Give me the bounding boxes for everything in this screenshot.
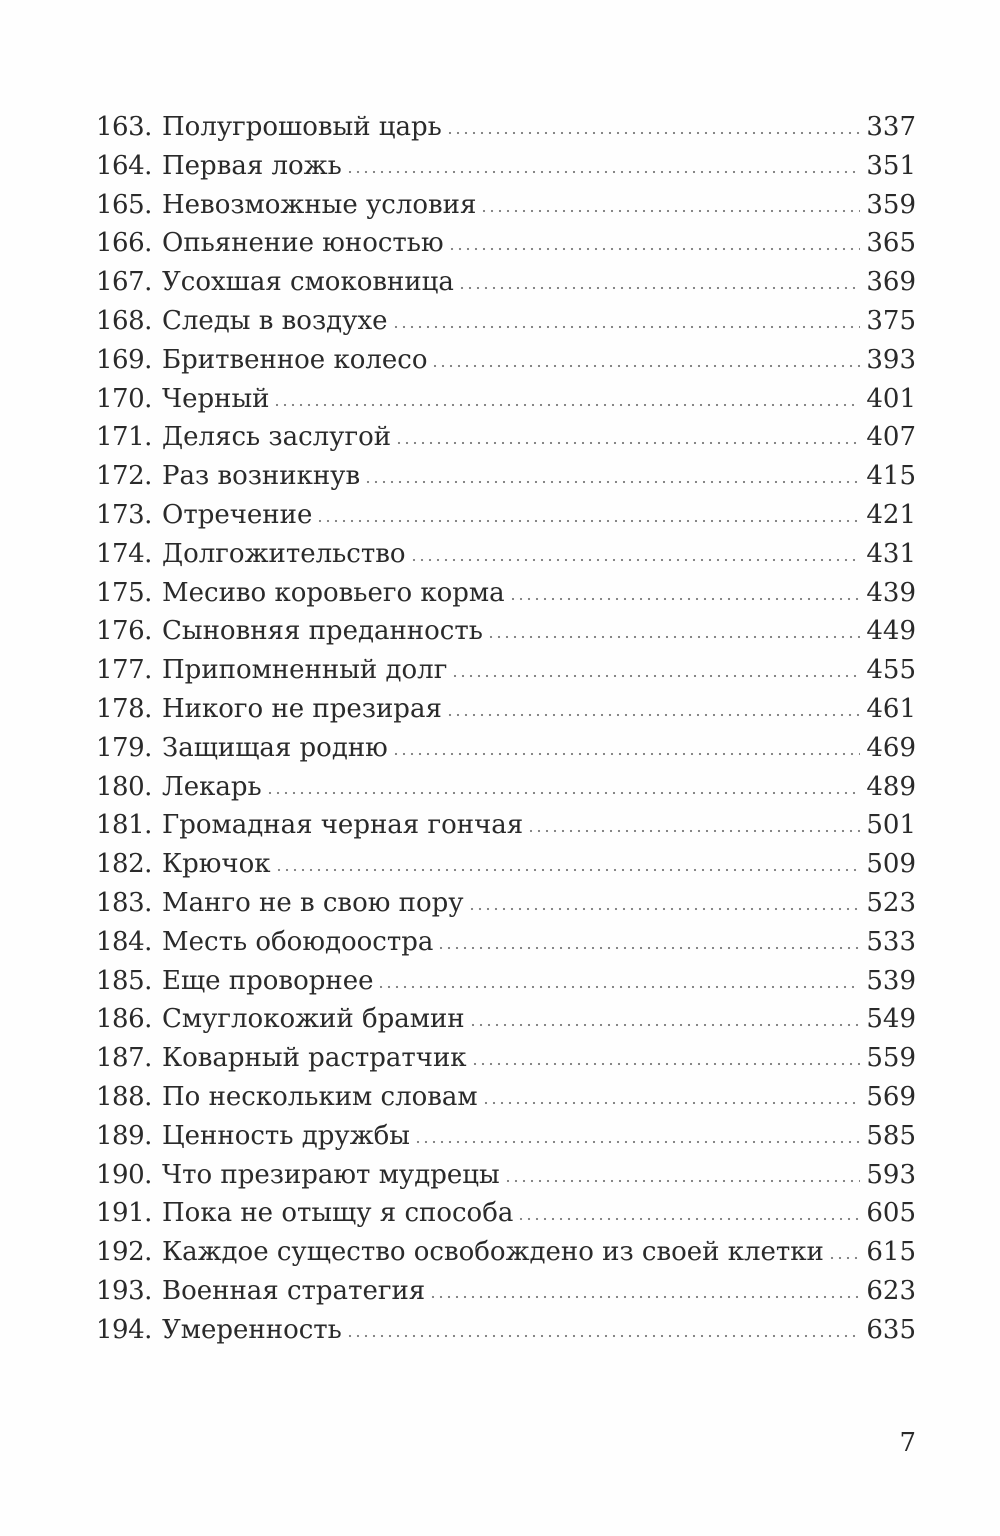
toc-entry-page: 455 <box>866 655 916 686</box>
dot-leader <box>429 1295 860 1299</box>
toc-entry <box>96 457 916 496</box>
toc-entry <box>96 1311 916 1350</box>
dot-leader <box>346 1334 861 1338</box>
toc-entry-page: 549 <box>866 1004 916 1035</box>
toc-entry-page: 489 <box>866 771 916 802</box>
toc-entry-page: 407 <box>866 422 916 453</box>
toc-entry-number: 163. <box>96 112 152 142</box>
toc-entry-title: Никого не презирая <box>162 693 442 724</box>
toc-entry <box>96 612 916 651</box>
toc-entry <box>96 729 916 768</box>
dot-leader <box>451 674 860 678</box>
toc-entry <box>96 651 916 690</box>
toc-entry-page: 635 <box>866 1314 916 1345</box>
toc-entry-page: 533 <box>866 926 916 957</box>
toc-entry <box>96 1000 916 1039</box>
toc-entry <box>96 768 916 807</box>
toc-entry-page: 585 <box>866 1120 916 1151</box>
toc-entry <box>96 923 916 962</box>
toc-entry-number: 169. <box>96 344 152 375</box>
toc-entry-number: 184. <box>96 926 152 957</box>
toc-entry-title: Месиво коровьего корма <box>162 577 505 608</box>
dot-leader <box>504 1179 861 1183</box>
toc-entry-number: 164. <box>96 150 152 181</box>
toc-entry-title: Пока не отыщу я способа <box>162 1198 514 1229</box>
dot-leader <box>273 403 860 407</box>
dot-leader <box>431 364 860 368</box>
toc-entry <box>96 1117 916 1156</box>
toc-entry-page: 375 <box>866 305 916 336</box>
toc-entry-title: Бритвенное колесо <box>162 344 428 375</box>
toc-entry-number: 174. <box>96 538 152 569</box>
toc-entry-number: 185. <box>96 965 152 996</box>
toc-entry <box>96 962 916 1001</box>
toc-entry <box>96 574 916 613</box>
toc-entry-number: 178. <box>96 693 152 724</box>
toc-entry-number: 181. <box>96 810 152 841</box>
toc-entry-number: 167. <box>96 267 152 298</box>
toc-entry <box>96 380 916 419</box>
toc-entry-title: Делясь заслугой <box>162 422 392 453</box>
toc-entry <box>96 224 916 263</box>
dot-leader <box>446 131 861 135</box>
dot-leader <box>410 558 861 562</box>
dot-leader <box>275 868 861 872</box>
dot-leader <box>480 209 860 213</box>
toc-entry-title: Лекарь <box>162 771 262 802</box>
toc-entry-number: 173. <box>96 499 152 530</box>
toc-entry <box>96 263 916 302</box>
toc-entry <box>96 341 916 380</box>
toc-entry-title: Следы в воздухе <box>162 305 388 336</box>
dot-leader <box>517 1217 860 1221</box>
dot-leader <box>469 1023 861 1027</box>
toc-entry-page: 593 <box>866 1159 916 1190</box>
toc-entry-number: 188. <box>96 1081 152 1112</box>
toc-entry <box>96 690 916 729</box>
toc-entry-number: 186. <box>96 1004 152 1035</box>
toc-entry-page: 401 <box>866 383 916 414</box>
toc-entry-number: 171. <box>96 422 152 453</box>
toc-entry-title: Полугрошовый царь <box>162 112 442 142</box>
toc-entry-title: Умеренность <box>162 1314 342 1345</box>
dot-leader <box>392 752 861 756</box>
toc-entry <box>96 147 916 186</box>
dot-leader <box>509 597 861 601</box>
dot-leader <box>468 907 861 911</box>
toc-entry-page: 469 <box>866 732 916 763</box>
toc-entry-title: Припомненный долг <box>162 655 448 686</box>
toc-entry-title: Военная стратегия <box>162 1275 426 1306</box>
table-of-contents <box>96 108 916 1350</box>
toc-entry-title: Долгожительство <box>162 538 406 569</box>
toc-entry <box>96 806 916 845</box>
toc-entry-number: 189. <box>96 1120 152 1151</box>
dot-leader <box>446 713 861 717</box>
toc-entry <box>96 1272 916 1311</box>
toc-entry-title: Невозможные условия <box>162 189 477 220</box>
toc-entry-number: 191. <box>96 1198 152 1229</box>
toc-entry-title: Манго не в свою пору <box>162 887 464 918</box>
toc-entry <box>96 1194 916 1233</box>
toc-entry-page: 523 <box>866 887 916 918</box>
toc-entry-page: 359 <box>866 189 916 220</box>
toc-entry-title: Раз возникнув <box>162 461 361 492</box>
toc-entry <box>96 1078 916 1117</box>
toc-entry-number: 177. <box>96 655 152 686</box>
toc-entry <box>96 1156 916 1195</box>
toc-entry-title: По нескольким словам <box>162 1081 478 1112</box>
toc-entry <box>96 302 916 341</box>
toc-entry-title: Усохшая смоковница <box>162 267 454 298</box>
toc-entry-page: 439 <box>866 577 916 608</box>
dot-leader <box>458 286 860 290</box>
page-number: 7 <box>899 1428 916 1458</box>
toc-entry <box>96 1039 916 1078</box>
toc-entry-title: Каждое существо освобождено из своей клетки <box>162 1237 824 1268</box>
toc-entry-title: Черный <box>162 383 270 414</box>
toc-entry-title: Месть обоюдоостра <box>162 926 434 957</box>
toc-entry-number: 192. <box>96 1237 152 1268</box>
toc-entry-page: 615 <box>866 1237 916 1268</box>
dot-leader <box>527 829 860 833</box>
toc-entry-page: 415 <box>866 461 916 492</box>
toc-entry-number: 190. <box>96 1159 152 1190</box>
toc-entry-title: Опьянение юностью <box>162 228 444 259</box>
toc-entry-number: 170. <box>96 383 152 414</box>
toc-entry-number: 176. <box>96 616 152 647</box>
toc-entry-page: 365 <box>866 228 916 259</box>
toc-entry-page: 431 <box>866 538 916 569</box>
dot-leader <box>346 170 861 174</box>
dot-leader <box>471 1062 861 1066</box>
dot-leader <box>316 519 860 523</box>
dot-leader <box>448 247 861 251</box>
toc-entry-page: 351 <box>866 150 916 181</box>
toc-entry-page: 461 <box>866 693 916 724</box>
toc-entry-title: Сыновняя преданность <box>162 616 483 647</box>
toc-entry <box>96 496 916 535</box>
toc-entry-number: 179. <box>96 732 152 763</box>
toc-entry-number: 194. <box>96 1314 152 1345</box>
dot-leader <box>482 1101 861 1105</box>
toc-entry-page: 337 <box>866 112 916 142</box>
toc-entry-title: Еще проворнее <box>162 965 374 996</box>
dot-leader <box>395 441 860 445</box>
toc-entry-page: 393 <box>866 344 916 375</box>
toc-entry-number: 187. <box>96 1043 152 1074</box>
dot-leader <box>377 985 860 989</box>
toc-entry-title: Коварный растратчик <box>162 1043 467 1074</box>
toc-entry-number: 193. <box>96 1275 152 1306</box>
toc-entry-page: 509 <box>866 849 916 880</box>
toc-entry-page: 421 <box>866 499 916 530</box>
toc-entry-number: 183. <box>96 887 152 918</box>
toc-entry <box>96 186 916 225</box>
toc-entry-title: Смуглокожий брамин <box>162 1004 465 1035</box>
toc-entry-number: 168. <box>96 305 152 336</box>
toc-entry-number: 172. <box>96 461 152 492</box>
dot-leader <box>364 480 860 484</box>
toc-entry <box>96 108 916 147</box>
toc-entry <box>96 535 916 574</box>
toc-entry-number: 180. <box>96 771 152 802</box>
toc-entry-page: 569 <box>866 1081 916 1112</box>
dot-leader <box>414 1140 860 1144</box>
toc-entry-number: 166. <box>96 228 152 259</box>
toc-entry-title: Громадная черная гончая <box>162 810 524 841</box>
toc-entry-number: 165. <box>96 189 152 220</box>
toc-entry-page: 623 <box>866 1275 916 1306</box>
toc-entry-number: 175. <box>96 577 152 608</box>
toc-entry <box>96 418 916 457</box>
toc-entry-page: 539 <box>866 965 916 996</box>
toc-entry-title: Крючок <box>162 849 271 880</box>
dot-leader <box>437 946 860 950</box>
dot-leader <box>392 325 861 329</box>
dot-leader <box>487 635 860 639</box>
toc-entry-page: 449 <box>866 616 916 647</box>
toc-entry-title: Ценность дружбы <box>162 1120 410 1151</box>
dot-leader <box>828 1256 860 1260</box>
toc-entry-number: 182. <box>96 849 152 880</box>
toc-entry-page: 369 <box>866 267 916 298</box>
toc-entry <box>96 845 916 884</box>
toc-entry-title: Что презирают мудрецы <box>162 1159 500 1190</box>
toc-entry <box>96 1233 916 1272</box>
toc-entry-page: 605 <box>866 1198 916 1229</box>
toc-entry-page: 501 <box>866 810 916 841</box>
dot-leader <box>266 791 861 795</box>
toc-entry <box>96 884 916 923</box>
toc-entry-page: 559 <box>866 1043 916 1074</box>
toc-entry-title: Отречение <box>162 499 313 530</box>
toc-entry-title: Защищая родню <box>162 732 388 763</box>
toc-entry-title: Первая ложь <box>162 150 342 181</box>
